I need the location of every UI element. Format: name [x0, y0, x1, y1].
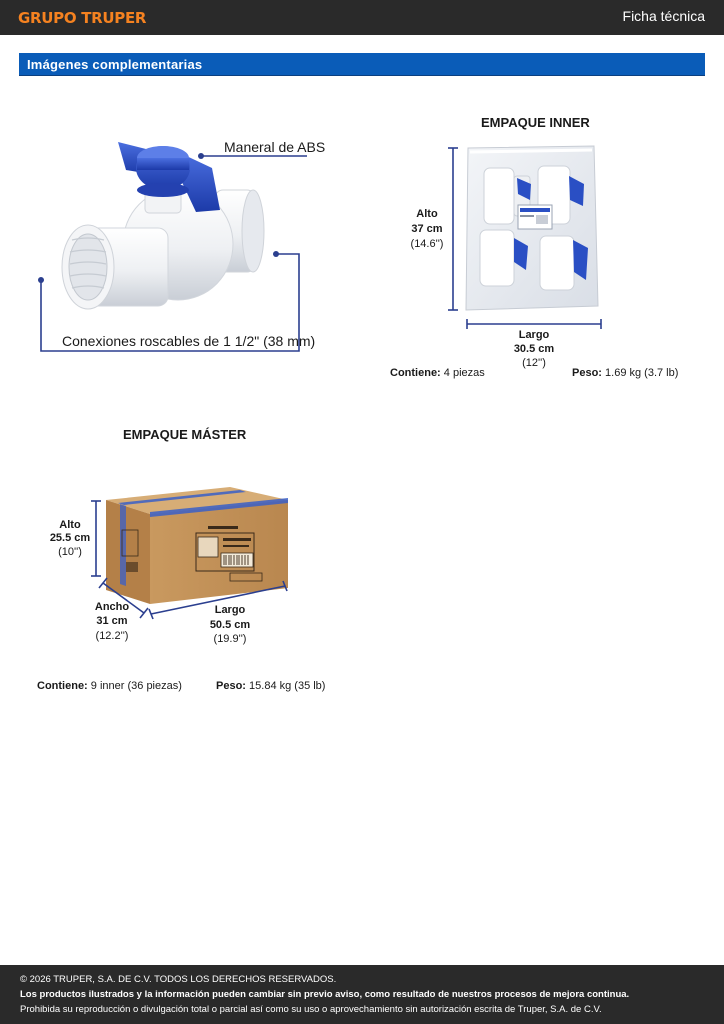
- inner-height-cm: 37 cm: [411, 223, 443, 235]
- ball-valve-image: [62, 142, 264, 309]
- master-length-label: Largo: [214, 604, 246, 616]
- inner-contains-label: Contiene:: [390, 367, 441, 379]
- document-type: Ficha técnica: [622, 8, 705, 24]
- master-length-in: (19.9''): [213, 633, 247, 645]
- brand-logo: GRUPO TRUPER: [18, 9, 147, 27]
- master-contains-value: 9 inner (36 piezas): [90, 680, 182, 692]
- inner-length-in: (12''): [522, 357, 546, 369]
- master-height-label: Alto: [59, 519, 81, 531]
- master-height-in: (10''): [58, 546, 82, 558]
- master-weight-value: 15.84 kg (35 lb): [249, 680, 326, 692]
- inner-weight-label: Peso:: [572, 367, 602, 379]
- master-contains: [37, 680, 182, 692]
- section-title: Imágenes complementarias: [27, 57, 203, 72]
- footer-notice: Los productos ilustrados y la información pueden cambiar sin previo aviso, como resultado de nuestros procesos de mejora continua.: [20, 989, 630, 1000]
- inner-height-label: Alto: [416, 208, 438, 220]
- inner-height-in: (14.6''): [410, 238, 444, 250]
- footer-copyright: © 2026 TRUPER, S.A. DE C.V. TODOS LOS DERECHOS RESERVADOS.: [20, 974, 337, 985]
- master-width-cm: 31 cm: [96, 615, 128, 627]
- master-contains-label: Contiene:: [37, 680, 88, 692]
- master-length-cm: 50.5 cm: [209, 619, 251, 631]
- callout-connections-label: Conexiones roscables de 1 1/2" (38 mm): [62, 333, 316, 349]
- footer-prohibition: Prohibida su reproducción o divulgación total o parcial así como su uso o aprovechamiento sin autorización escrita de Truper, S.A. de C.V.: [20, 1004, 602, 1015]
- inner-package-image: [466, 146, 598, 310]
- master-height-cm: 25.5 cm: [49, 532, 91, 544]
- inner-length-cm: 30.5 cm: [513, 343, 555, 355]
- page-footer: [0, 965, 724, 1024]
- inner-contains: [390, 367, 485, 379]
- inner-package-title: EMPAQUE INNER: [481, 115, 590, 130]
- master-box-image: [106, 487, 288, 604]
- master-width-in: (12.2''): [95, 630, 129, 642]
- callout-handle-label: Maneral de ABS: [224, 139, 326, 155]
- inner-contains-value: 4 piezas: [443, 367, 485, 379]
- master-package-title: EMPAQUE MÁSTER: [123, 427, 247, 442]
- inner-weight-value: 1.69 kg (3.7 lb): [605, 367, 679, 379]
- master-weight: [216, 680, 325, 692]
- inner-weight: [572, 367, 678, 379]
- master-width-label: Ancho: [94, 601, 130, 613]
- inner-length-label: Largo: [518, 329, 550, 341]
- master-weight-label: Peso:: [216, 680, 246, 692]
